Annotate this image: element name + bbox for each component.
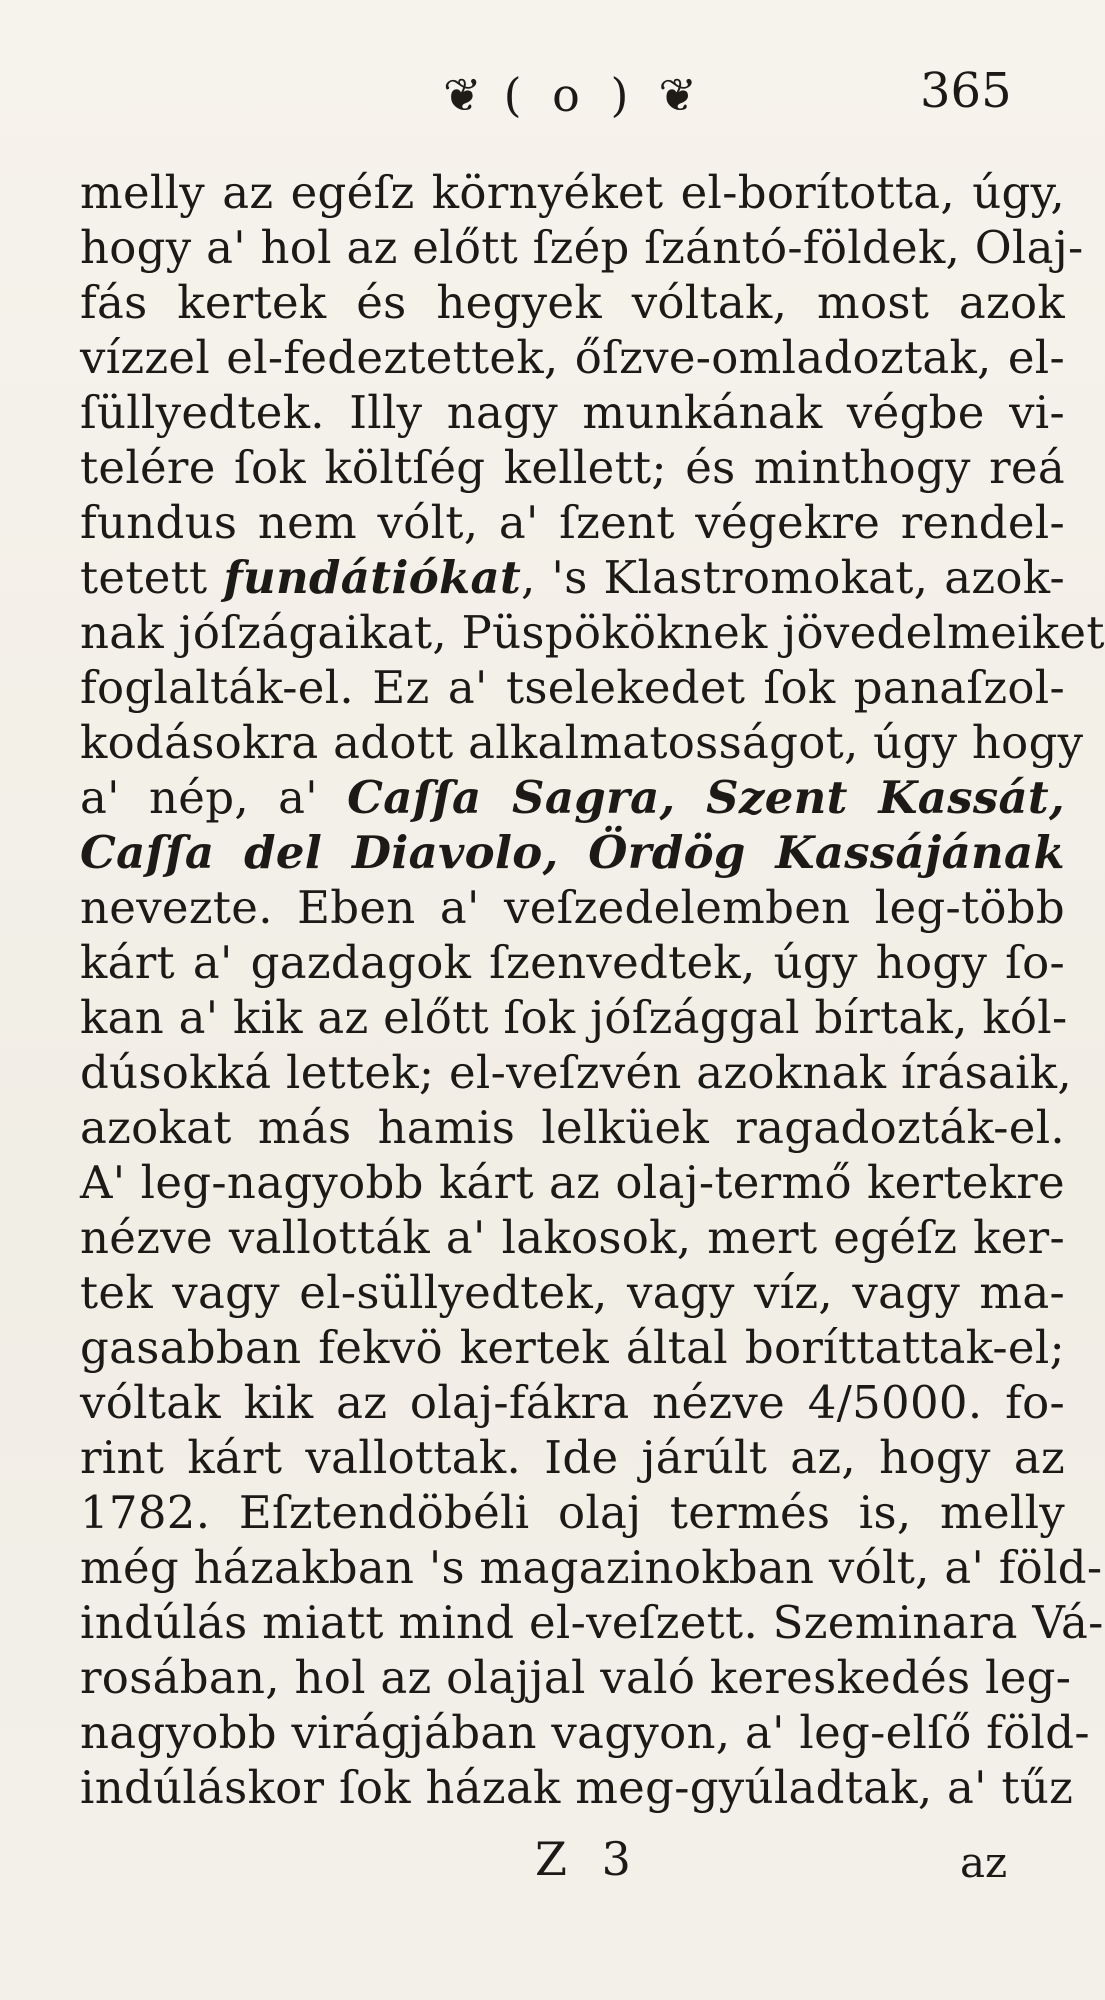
italic-term: fundátiókat <box>223 551 522 604</box>
text-line: rosában, hol az olajjal való kereskedés leg- <box>80 1651 1072 1704</box>
signature-mark: Z 3 <box>535 1832 641 1886</box>
text-line: gasabban fekvö kertek által boríttattak-el; <box>80 1321 1065 1374</box>
header-ornament-group <box>390 55 750 135</box>
text-line: hogy a' hol az előtt ſzép ſzántó-földek, Olaj- <box>80 221 1084 274</box>
text-line: tek vagy el-süllyedtek, vagy víz, vagy ma- <box>80 1266 1065 1319</box>
text-line: azokat más hamis lelküek ragadozták-el. <box>80 1101 1065 1154</box>
text-line: 1782. Eſztendöbéli olaj termés is, melly <box>80 1486 1065 1539</box>
text-line: vóltak kik az olaj-fákra nézve 4/5000. fo- <box>80 1376 1065 1429</box>
text-line: kárt a' gazdagok ſzenvedtek, úgy hogy ſo- <box>80 936 1065 989</box>
text-line: vízzel el-fedeztettek, őſzve-omladoztak, el- <box>80 331 1065 384</box>
text-line: foglalták-el. Ez a' tselekedet ſok panaſzol- <box>80 661 1065 714</box>
body-text <box>80 165 1105 1815</box>
fleuron-right-icon: ❦ <box>658 68 697 122</box>
text-line: nevezte. Eben a' veſzedelemben leg-több <box>80 881 1065 934</box>
text-line: indúlás miatt mind el-veſzett. Szeminara Vá- <box>80 1596 1104 1649</box>
catchword: az <box>960 1838 1008 1887</box>
text-line: még házakban 's magazinokban vólt, a' föld- <box>80 1541 1103 1594</box>
text-line: nézve vallották a' lakosok, mert egéſz ker- <box>80 1211 1065 1264</box>
text-line: kan a' kik az előtt ſok jóſzággal bírtak, kól- <box>80 991 1068 1044</box>
text-line: A' leg-nagyobb kárt az olaj-termő kertekre <box>80 1156 1065 1209</box>
text-line: nagyobb virágjában vagyon, a' leg-elſő föld- <box>80 1706 1090 1759</box>
italic-term: Caſſa Sagra, Szent Kassát, <box>347 771 1065 824</box>
text-line: a' nép, a' Caſſa Sagra, Szent Kassát, <box>80 771 1065 824</box>
text-line: telére ſok költſég kellett; és minthogy reá <box>80 441 1065 494</box>
header-label: ( o ) <box>503 68 637 122</box>
text-line: indúláskor ſok házak meg-gyúladtak, a' tűz <box>80 1761 1074 1814</box>
text-line: tetett fundátiókat, 's Klastromokat, azok- <box>80 551 1066 604</box>
text-line: ſüllyedtek. Illy nagy munkának végbe vi- <box>80 386 1065 439</box>
page-footer <box>0 1832 1105 1902</box>
text-line: rint kárt vallottak. Ide járúlt az, hogy az <box>80 1431 1065 1484</box>
text-line: nak jóſzágaikat, Püspököknek jövedelmeiket <box>80 606 1105 659</box>
text-line: fundus nem vólt, a' ſzent végekre rendel- <box>80 496 1065 549</box>
text-line <box>80 825 1065 880</box>
italic-term: Caſſa del Diavolo, Ördög Kassájának <box>80 826 1065 879</box>
text-line: dúsokká lettek; el-veſzvén azoknak írásaik, <box>80 1046 1072 1099</box>
page-number: 365 <box>920 63 1012 119</box>
text-line: kodásokra adott alkalmatosságot, úgy hogy <box>80 716 1084 769</box>
fleuron-left-icon: ❦ <box>443 68 482 122</box>
text-line: melly az egéſz környéket el-borította, úgy, <box>80 166 1065 219</box>
text-line: fás kertek és hegyek vóltak, most azok <box>80 276 1065 329</box>
running-header <box>0 55 1105 135</box>
